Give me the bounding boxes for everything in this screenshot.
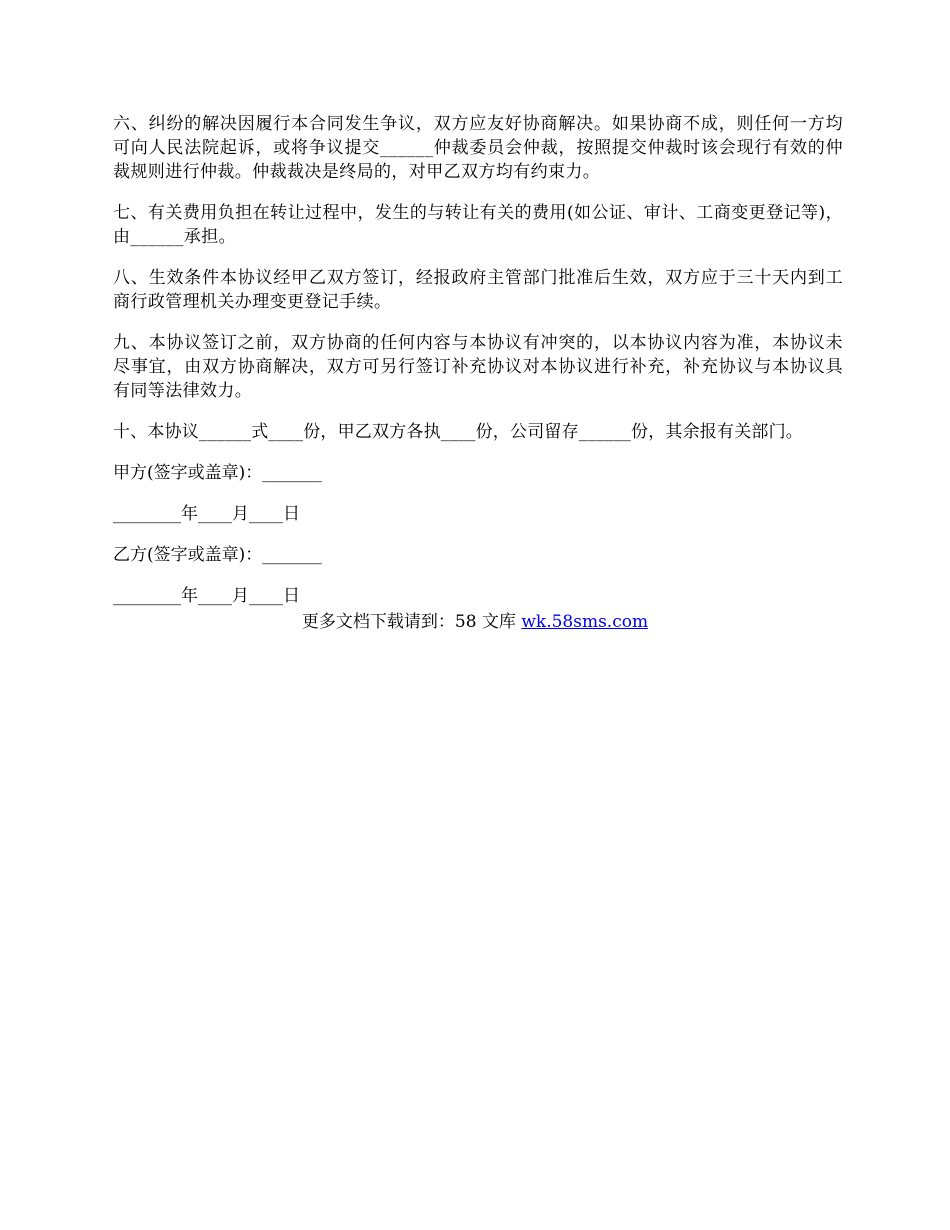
clause-6-dispute-resolution: 六、纠纷的解决因履行本合同发生争议，双方应友好协商解决。如果协商不成，则任何一方均可向人民法院起诉，或将争议提交______仲裁委员会仲裁，按照提交仲裁时该会现行有效的仲裁规则进行仲裁。仲裁裁决是终局的，对甲乙双方均有约束力。: [113, 114, 843, 182]
footer-text: 更多文档下载请到：58 文库: [301, 612, 522, 632]
download-footer: [0, 610, 950, 634]
clause-8-effective-conditions: 八、生效条件本协议经甲乙双方签订，经报政府主管部门批准后生效，双方应于三十天内到工商行政管理机关办理变更登记手续。: [113, 268, 843, 312]
footer-link[interactable]: wk.58sms.com: [521, 612, 649, 632]
party-b-date-line: ________年____月____日: [113, 586, 300, 606]
party-a-signature-line: 甲方(签字或盖章)：_______: [113, 463, 322, 483]
party-b-signature-line: 乙方(签字或盖章)：_______: [113, 545, 322, 565]
clause-9-supplementary: 九、本协议签订之前，双方协商的任何内容与本协议有冲突的，以本协议内容为准，本协议未尽事宜，由双方协商解决，双方可另行签订补充协议对本协议进行补充，补充协议与本协议具有同等法律效力。: [113, 333, 843, 401]
clause-7-fees: 七、有关费用负担在转让过程中，发生的与转让有关的费用(如公证、审计、工商变更登记等)，由______承担。: [113, 203, 843, 247]
party-a-date-line: ________年____月____日: [113, 504, 300, 524]
document-body: [113, 112, 843, 625]
clause-10-copies: 十、本协议______式____份，甲乙双方各执____份，公司留存______份，其余报有关部门。: [113, 422, 803, 442]
